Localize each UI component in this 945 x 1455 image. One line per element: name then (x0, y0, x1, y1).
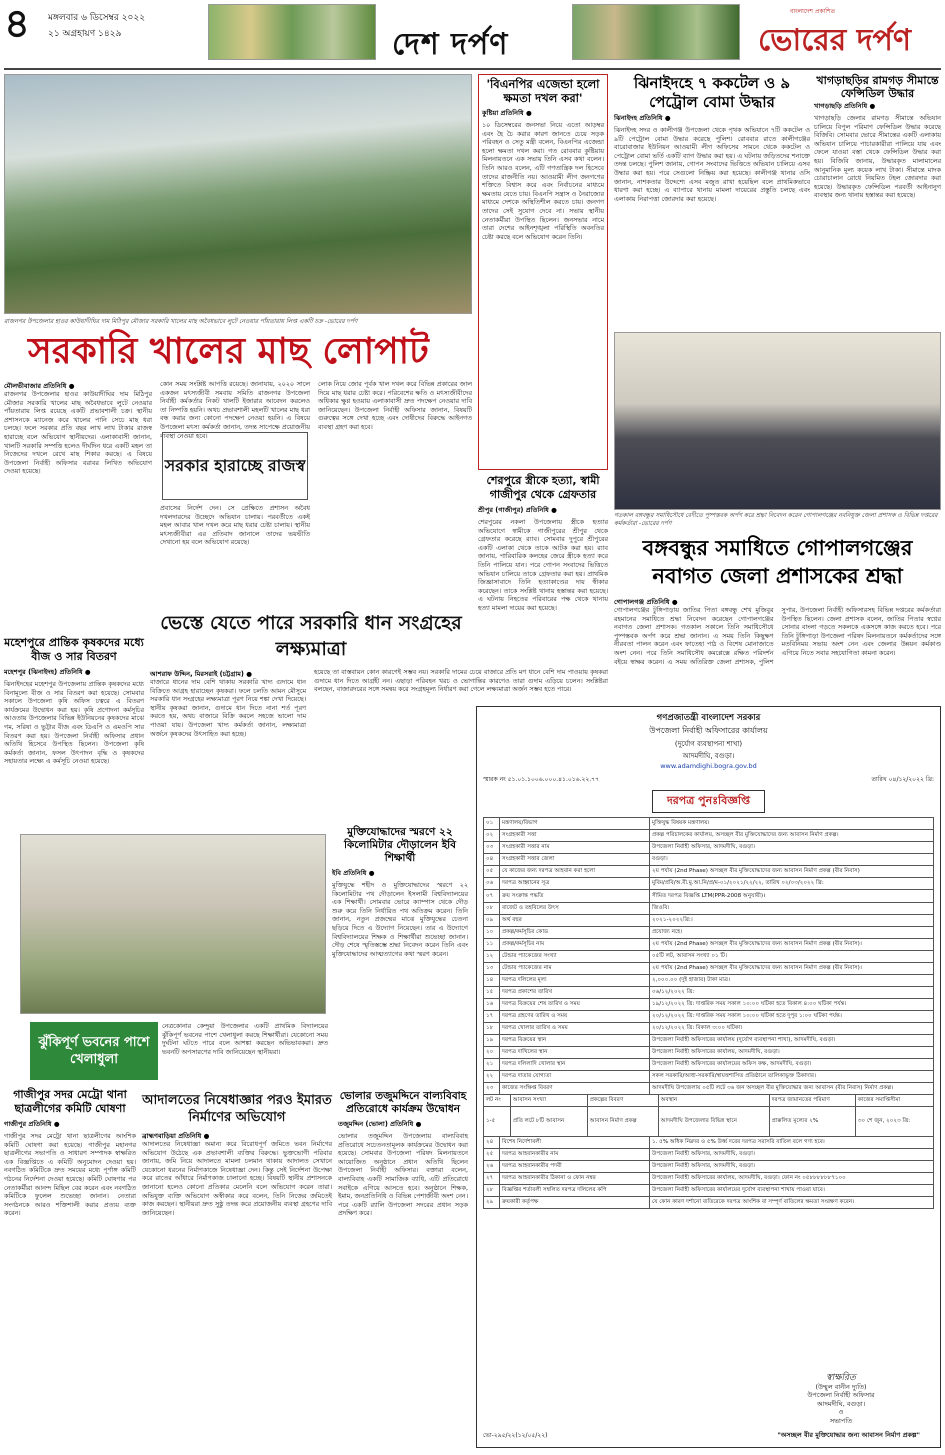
jhenaidah-byline: ঝিনাইদহ প্রতিনিধি ● (614, 114, 671, 122)
notice-cell-value: আদমদীঘি উপজেলায় ০৫টি লটে ৩৬ জন অসচ্ছল বীর মুক্তিযোদ্ধার জন্য আবাসন (বীর নিবাস) নির্মাণ প্রকল্প। (650, 1083, 934, 1095)
notice-row (484, 1035, 934, 1047)
notice-cell-no: ১৮ (484, 1023, 500, 1035)
subtable-header-cell: লট নং (484, 1095, 511, 1107)
notice-subtable (483, 1094, 934, 1137)
notice-signer-phone: ও (838, 1408, 844, 1416)
freedom-fighter-headline: মুক্তিযোদ্ধাদের স্মরণে ২২ কিলোমিটার দৌড়ালেন ইবি শিক্ষার্থী (343, 826, 457, 864)
notice-row (484, 1023, 934, 1035)
gazipur-headline: গাজীপুর সদর মেট্রো থানা ছাত্রলীগের কমিটি ঘোষণা (13, 1088, 127, 1115)
notice-cell-label: দরপত্র দাখিলের স্থান (500, 1047, 650, 1059)
notice-row (484, 878, 934, 890)
notice-cell-value: ২০/১২/২০২২ খ্রি: দাপ্তরিক সময় সকাল ১০:০০ ঘটিকা হতে দুপুর ১:০০ ঘটিকা পর্যন্ত। (650, 1011, 934, 1023)
paper-name-small: বাংলাদেশ প্রকাশিত (790, 8, 836, 15)
top-story-col-2: কোন সময় সংশ্লিষ্ট আপত্তি রয়েছে। জানাযায়, ২০২০ সালে একজন মৎস্যজীবী সমবায় সমিতি রাজনগর উপজেলা নির্বাহী কর্মকর্তার নিকট খালটি ইজারার আবেদন করলেও তা নিষ্পত্তি হয়নি। অথচ প্রভাবশালী মহলটি খালের মাছ ধরা বন্ধ করার জন্য কোনো পদক্ষেপ নেওয়া হয়নি। এ বিষয়ে উপজেলা মৎস্য কর্মকর্তা জানান, তদন্ত সাপেক্ষে প্রয়োজনীয় ব্যবস্থা নেওয়া হবে। (160, 380, 310, 440)
notice-cell-value: প্রকল্প পরিচালকের কার্যালয়, অসচ্ছল বীর মুক্তিযোদ্ধাদের জন্য আবাসন নির্মাণ প্রকল্প। (650, 830, 934, 842)
notice-row (484, 1011, 934, 1023)
notice-cell-value: মুবিম/প্রবি/অ.বী.মু.আ.নি/প্র/ম-০১/২০২১/২২/২২, তারিখ ০২/০৩/২০২২ খ্রি: (650, 878, 934, 890)
notice-memo-no: স্মারক নং ৫১.০১.১০০৬.০০০.৪১.০১৬.২২.৭৭ (483, 776, 599, 783)
top-story-col-3: লোক নিয়ে জোর পূর্বক খাল দখল করে বিভিন্ন প্রকারের জাল দিয়ে মাছ ধরার চেষ্টা করে। পরিবেশের ক্ষতি ও মৎস্যজীবীদের অধিকার ক্ষুণ্ণ হওয়ায় এলাকাবাসী দ্রুত পদক্ষেপ নেওয়ার দাবি জানিয়েছেন। উপজেলা নির্বাহী অফিসার জানান, বিষয়টি গুরুত্বের সঙ্গে দেখা হচ্ছে এবং দোষীদের বিরুদ্ধে আইনগত ব্যবস্থা গ্রহণ করা হবে। (318, 380, 472, 431)
top-story-subheadline: সরকার হারাচ্ছে রাজস্ব (164, 456, 306, 475)
notice-cell-no: ১১ (484, 939, 500, 951)
notice-gov-name: গণপ্রজাতন্ত্রী বাংলাদেশ সরকার (656, 713, 761, 723)
top-story-col-1: রাজনগর উপজেলার হাওর কাউয়াদীঘির দাম মিঠিপুর মৌজার সরকারি খালের মাছ অবৈধভাবে লুটে নেওয়ার পাঁয়তারায় লিপ্ত রয়েছে একটি প্রভাবশালী চক্র। স্থানীয় প্রশাসনকে ম্যানেজ করে খালের পানি সেচে মাছ ধরা চলছে। ফলে সরকার প্রতি বছর লাখ লাখ টাকার রাজস্ব হারাচ্ছে বলে অভিযোগ স্থানীয়দের। এলাকাবাসী জানান, খালটি সরকারি সম্পত্তি হলেও দীর্ঘদিন ধরে একটি মহল তা নিজেদের দখলে রেখে মাছ শিকার করছে। এ বিষয়ে উপজেলা নির্বাহী অফিসার বরাবর লিখিত অভিযোগ দেওয়া হয়েছে। (4, 390, 152, 476)
notice-cell-no: ০৬ (484, 878, 500, 890)
notice-cell-value: ০৫টি লট, আবাসন সংখ্যা ০১ টি। (650, 951, 934, 963)
date-line-1: মঙ্গলবার ৬ ডিসেম্বর ২০২২ (48, 13, 146, 23)
notice-row (484, 903, 934, 915)
notice-cell-no: ০৮ (484, 903, 500, 915)
notice-row (484, 1197, 934, 1209)
notice-row (484, 1149, 934, 1161)
bnp-story (478, 74, 608, 470)
paddy-headline: ভেস্তে যেতে পারে সরকারি ধান সংগ্রহের লক্ষ্যমাত্রা (160, 612, 462, 660)
notice-cell-label: অর্থ বছর (500, 915, 650, 927)
notice-cell-no: ১৩ (484, 963, 500, 975)
notice-cell-no: ২২ (484, 1071, 500, 1083)
notice-signature: স্বাক্ষরিত (826, 1373, 856, 1383)
court-headline: আদালতের নিষেধাজ্ঞার পরও ইমারত নির্মাণের অভিযোগ (142, 1093, 332, 1125)
notice-title: দরপত্র পুনঃবিজ্ঞপ্তি (652, 790, 765, 813)
bangabandhu-byline: গোপালগঞ্জ প্রতিনিধি ● (614, 598, 678, 606)
notice-row (484, 854, 934, 866)
notice-cell-label: দরপত্র দলিলের মূল্য (500, 975, 650, 987)
notice-cell-value: ২য় পর্যায় (2nd Phase) অসচ্ছল বীর মুক্তিযোদ্ধাদের জন্য আবাসন নির্মাণ প্রকল্প (বীর নিবাস) (650, 866, 934, 878)
notice-cell-no: ০৫ (484, 866, 500, 878)
notice-row (484, 1059, 934, 1071)
notice-cell-value: উপজেলা নির্বাহী অফিসার, আদমদীঘি, বগুড়া। (650, 1149, 934, 1161)
notice-cell-label: দরপত্র বিক্রয়ের শেষ তারিখ ও সময় (500, 999, 650, 1011)
top-story-byline: মৌলভীবাজার প্রতিনিধি ● (4, 382, 75, 390)
freedom-fighter-byline: ইবি প্রতিনিধি ● (332, 869, 375, 877)
subtable-header-cell: প্রকল্পের বিবরণ (587, 1095, 658, 1107)
notice-cell-no: ১৭ (484, 1011, 500, 1023)
notice-row (484, 999, 934, 1011)
top-story-col-2b: প্রবাসের নির্দেশ দেন। সে প্রেক্ষিতে প্রশাসন অবৈধ দখলদারদের উচ্ছেদে অভিযান চালায়। পরবর্তীতে একই মহল আবার খাল দখল করে মাছ ধরার চেষ্টা চালায়। স্থানীয় মৎস্যজীবীরা এর প্রতিবাদ জানালে তাদের ভয়ভীতি দেখানো হয় বলে অভিযোগ রয়েছে। (160, 504, 310, 547)
notice-cell-label: দরপত্র প্রকাশের তারিখ (500, 987, 650, 999)
notice-cell-no: ১২ (484, 951, 500, 963)
subtable-cell: ৩০ শে জুন, ২০২৩ খ্রি: (855, 1107, 933, 1137)
notice-cell-value: ২,০০০.০০ (দুই হাজার) টাকা মাত্র। (650, 975, 934, 987)
moheshpur-body: ঝিনাইদহের মহেশপুর উপজেলায় প্রান্তিক কৃষকদের মধ্যে বিনামূল্যে বীজ ও সার বিতরণ করা হয়েছে। সোমবার সকালে উপজেলা কৃষি অফিস চত্বরে এ বিতরণ কার্যক্রমের উদ্বোধন করা হয়। কৃষি প্রণোদনা কর্মসূচির আওতায় উপজেলার বিভিন্ন ইউনিয়নের কৃষকদের মাঝে গম, সরিষা ও ভুট্টার বীজ এবং ডিএপি ও এমওপি সার বিতরণ করা হয়। উপজেলা নির্বাহী অফিসার প্রধান অতিথি হিসেবে উপস্থিত ছিলেন। উপজেলা কৃষি কর্মকর্তা জানান, ফসল উৎপাদন বৃদ্ধি ও কৃষকদের সহায়তার লক্ষ্যে এ কর্মসূচি নেওয়া হয়েছে। (4, 680, 144, 766)
notice-row (484, 987, 934, 999)
playground-headline-box (30, 1022, 158, 1080)
notice-cell-label: দরপত্র দাতার যোগ্যতা (500, 1071, 650, 1083)
subtable-cell: ১-৫ (484, 1107, 511, 1137)
notice-cell-label: টেন্ডার প্যাকেজের সংখ্যা (500, 951, 650, 963)
notice-bottom-code: ভো-২৯৫/২২(১২/০৫/২২) (483, 1432, 548, 1439)
notice-cell-no: ১৪ (484, 975, 500, 987)
page-number: ৪ (4, 1, 30, 47)
subtable-header-cell: আবাসন সংখ্যা (510, 1095, 587, 1107)
court-body: আদালতের নিষেধাজ্ঞা অমান্য করে বিরোধপূর্ণ জমিতে ভবন নির্মাণের অভিযোগ উঠেছে এক প্রভাবশালী ব্যক্তির বিরুদ্ধে। ভুক্তভোগী পরিবার জানায়, জমি নিয়ে আদালতে মামলা চলমান থাকায় আদালত সেখানে যেকোনো ধরনের নির্মাণকাজে নিষেধাজ্ঞা দেন। কিন্তু সেই নির্দেশনা উপেক্ষা করে রাতের আঁধারে নির্মাণকাজ চালানো হচ্ছে। বিষয়টি স্থানীয় প্রশাসনকে জানানো হলেও কোনো প্রতিকার মেলেনি বলে অভিযোগ করেন তারা। অভিযুক্ত ব্যক্তি অভিযোগ অস্বীকার করে বলেন, তিনি নিজের জমিতেই কাজ করছেন। স্থানীয়রা দ্রুত সুষ্ঠু তদন্ত করে প্রয়োজনীয় ব্যবস্থা গ্রহণের দাবি জানিয়েছেন। (142, 1140, 332, 1217)
notice-row (484, 1173, 934, 1185)
notice-row (484, 1137, 934, 1149)
notice-cell-value: ২য় পর্যায় (2nd Phase) অসচ্ছল বীর মুক্তিযোদ্ধাদের জন্য আবাসন নির্মাণ প্রকল্প (বীর নিবাস)। (650, 963, 934, 975)
notice-cell-no: ০৪ (484, 854, 500, 866)
court-byline: ব্রাহ্মণবাড়িয়া প্রতিনিধি ● (142, 1132, 210, 1140)
notice-cell-value: ১৯/১২/২০২২ খ্রি: দাপ্তরিক সময় সকাল ১০:০০ ঘটিকা হতে বিকাল ৪:০০ ঘটিকা পর্যন্ত। (650, 999, 934, 1011)
notice-row (484, 1185, 934, 1197)
playground-headline: ঝুঁকিপূর্ণ ভবনের পাশে খেলাধুলা (38, 1035, 150, 1067)
notice-cell-no: ০৯ (484, 915, 500, 927)
section-title: দেশ দর্পণ (392, 27, 509, 62)
notice-signer-name: (উম্মুল বানীন দ্যুতি) (815, 1382, 867, 1391)
notice-cell-label: বিজ্ঞপ্তির শর্তাবলী সম্বলিত দরপত্র দলিলের কপি (500, 1185, 650, 1197)
notice-cell-no: ২৭ (484, 1173, 500, 1185)
subtable-cell: আবাসন নির্মাণ প্রকল্প (587, 1107, 658, 1137)
notice-cell-label: ক্রয় সংক্রান্ত পদ্ধতি (500, 890, 650, 903)
notice-cell-value: উপজেলা নির্বাহী অফিসারের কার্যালয়, আদমদীঘি, বগুড়া। (650, 1047, 934, 1059)
khagrachari-headline: খাগড়াছড়ির রামগড় সীমান্তে ফেন্সিডিল উদ্ধার (816, 74, 939, 100)
date-line-2: ২১ অগ্রহায়ণ ১৪২৯ (48, 29, 122, 39)
notice-cell-no: ০৩ (484, 842, 500, 854)
notice-cell-label: দরপত্র আহবানকারীর নাম (500, 1149, 650, 1161)
notice-cell-no: ২১ (484, 1059, 500, 1071)
notice-website[interactable]: www.adamdighi.bogra.gov.bd (660, 762, 757, 770)
notice-cell-no: ১৫ (484, 987, 500, 999)
bangabandhu-photo (614, 332, 941, 510)
notice-cell-label: সংগ্রহকারী সত্তার নাম (500, 842, 650, 854)
sherpur-headline: শেরপুরে স্ত্রীকে হত্যা, স্বামী গাজীপুর থেকে গ্রেফতার (486, 474, 600, 501)
notice-row (484, 1083, 934, 1095)
notice-office-sub: (দুর্যোগ ব্যবস্থাপনা শাখা) (674, 740, 743, 748)
notice-table-2 (483, 1136, 934, 1209)
notice-row (484, 915, 934, 927)
notice-row (484, 1071, 934, 1083)
bangabandhu-body: গোপালগঞ্জের টুঙ্গিপাড়ায় জাতির পিতা বঙ্গবন্ধু শেখ মুজিবুর রহমানের সমাধিতে শ্রদ্ধা নিবেদন করেছেন গোপালগঞ্জের নবাগত জেলা প্রশাসক। গতকাল সকালে তিনি সমাধিসৌধে পুষ্পস্তবক অর্পণ করে শ্রদ্ধা জানান। এ সময় তিনি কিছুক্ষণ নীরবতা পালন করেন এবং ফাতেহা পাঠ ও বিশেষ মোনাজাতে অংশ নেন। পরে তিনি সমাধিসৌধ কমপ্লেক্সে রক্ষিত পরিদর্শন বইয়ে স্বাক্ষর করেন। এ সময় অতিরিক্ত জেলা প্রশাসক, পুলিশ সুপার, উপজেলা নির্বাহী অফিসারসহ বিভিন্ন দপ্তরের কর্মকর্তারা উপস্থিত ছিলেন। জেলা প্রশাসক বলেন, জাতির পিতার স্বপ্নের সোনার বাংলা গড়তে সকলকে একসঙ্গে কাজ করতে হবে। পরে তিনি টুঙ্গিপাড়া উপজেলা পরিষদ মিলনায়তনে কর্মকর্তাদের সঙ্গে মতবিনিময় সভায় অংশ নেন এবং জেলার উন্নয়ন কর্মকাণ্ড এগিয়ে নিতে সবার সহযোগিতা কামনা করেন। (614, 606, 941, 666)
notice-cell-no: ২৪ (484, 1137, 500, 1149)
notice-signature-block (766, 1374, 916, 1425)
notice-row (484, 975, 934, 987)
notice-cell-label: বিশেষ নির্দেশাবলী (500, 1137, 650, 1149)
notice-cell-no: ২৬ (484, 1161, 500, 1173)
subtable-header-cell: কাজের সমাপ্তিসীমা (855, 1095, 933, 1107)
notice-cell-value: বগুড়া। (650, 854, 934, 866)
notice-cell-no: ২৫ (484, 1149, 500, 1161)
notice-cell-label: সংগ্রহকারী সত্তার জেলা (500, 854, 650, 866)
notice-cell-value: ০৬/১২/২০২২ খ্রি: (650, 987, 934, 999)
notice-cell-no: ২৮ (484, 1185, 500, 1197)
notice-cell-label: ক্রয়কারী কর্তৃপক্ষ (500, 1197, 650, 1209)
masthead-photo-strip-right (572, 4, 740, 60)
notice-row (484, 951, 934, 963)
notice-cell-no: ১৯ (484, 1035, 500, 1047)
notice-subtable-row (484, 1107, 934, 1137)
bnp-headline: 'বিএনপির এজেন্ডা হলো ক্ষমতা দখল করা' (486, 77, 600, 105)
notice-row (484, 830, 934, 842)
notice-cell-no: ২০ (484, 1047, 500, 1059)
notice-row (484, 963, 934, 975)
gazipur-body: গাজীপুর সদর মেট্রো থানা ছাত্রলীগের আংশিক কমিটি ঘোষণা করা হয়েছে। গাজীপুর মহানগর ছাত্রলীগের সভাপতি ও সাধারণ সম্পাদক স্বাক্ষরিত এক বিজ্ঞপ্তিতে এ কমিটি অনুমোদন দেওয়া হয়। নবগঠিত কমিটিকে দ্রুত সময়ের মধ্যে পূর্ণাঙ্গ কমিটি গঠনের নির্দেশনা দেওয়া হয়েছে। কমিটি ঘোষণার পর নেতাকর্মীরা আনন্দ মিছিল বের করেন এবং নবগঠিত কমিটিকে ফুলেল শুভেচ্ছা জানান। নেতারা সংগঠনকে আরও শক্তিশালী করার প্রত্যয় ব্যক্ত করেন। (4, 1132, 136, 1218)
notice-cell-label: দরপত্র গ্রহণের তারিখ ও সময় (500, 1011, 650, 1023)
khagrachari-byline: খাগড়াছড়ি প্রতিনিধি ● (814, 102, 876, 110)
notice-cell-label: মন্ত্রণালয়/বিভাগ (500, 818, 650, 830)
playground-photo (20, 834, 326, 1014)
top-story-photo (4, 74, 472, 314)
subtable-header-cell: অবস্থান (658, 1095, 769, 1107)
subtable-cell: আদমদীঘি উপজেলার বিভিন্ন স্থানে (658, 1107, 769, 1137)
khagrachari-story (814, 74, 941, 329)
notice-cell-value: ২০/১২/২০২২ খ্রি: বিকাল ৩:০০ ঘটিকা। (650, 1023, 934, 1035)
notice-footer-slogan: "অসচ্ছল বীর মুক্তিযোদ্ধার জন্য আবাসন নির্মাণ প্রকল্প" (777, 1431, 920, 1439)
jhenaidah-body: ঝিনাইদহ সদর ও কালীগঞ্জ উপজেলা থেকে পৃথক অভিযানে ৭টি ককটেল ও ৯টি পেট্রোল বোমা উদ্ধার করেছে পুলিশ। রোববার রাতে কালীগঞ্জের বারোবাজার ইউনিয়ন আওয়ামী লীগ অফিসের সামনে থেকে ককটেল ও পেট্রোল বোমা ভর্তি একটি ব্যাগ উদ্ধার করা হয়। এ ঘটনায় জড়িতদের শনাক্তে তদন্ত চলছে। পুলিশ জানায়, গোপন সংবাদের ভিত্তিতে অভিযান চালিয়ে এসব উদ্ধার করা হয়। পরে সেগুলো নিষ্ক্রিয় করা হয়েছে। কালীগঞ্জ থানার ওসি জানান, নাশকতার উদ্দেশ্যে এসব মজুত রাখা হয়েছিল বলে প্রাথমিকভাবে ধারণা করা হচ্ছে। এ ব্যাপারে থানায় মামলা দায়েরের প্রস্তুতি চলছে এবং এলাকায় নিরাপত্তা জোরদার করা হয়েছে। (614, 126, 810, 203)
notice-signer-title: উপজেলা নির্বাহী অফিসার (807, 1391, 875, 1399)
notice-office: উপজেলা নির্বাহী অফিসারের কার্যালয় (649, 726, 768, 735)
notice-cell-value: উপজেলা নির্বাহী অফিসারের কার্যালয়ের দুর্যোগ ব্যবস্থাপনা শাখায় পাওয়া যাবে। (650, 1185, 934, 1197)
notice-cell-label: বাজেট ও তহবিলের উৎস (500, 903, 650, 915)
paddy-col-1: বাজারে ধানের দাম বেশি থাকায় সরকারি খাদ্য গুদামে ধান বিক্রিতে আগ্রহ হারাচ্ছেন কৃষকরা। ফলে চলতি আমন মৌসুমে সরকারি ধান সংগ্রহের লক্ষ্যমাত্রা পূরণ নিয়ে শঙ্কা দেখা দিয়েছে। স্থানীয় কৃষকরা জানান, গুদামে ধান দিতে নানা শর্ত পূরণ করতে হয়, অথচ বাজারে বিক্রি করলে সহজে ভালো দাম পাওয়া যায়। উপজেলা খাদ্য কর্মকর্তা জানান, লক্ষ্যমাত্রা অর্জনে কৃষকদের উৎসাহিত করা হচ্ছে। (150, 678, 306, 738)
notice-signer-loc: আদমদীঘি, বগুড়া। (816, 1399, 866, 1408)
jhenaidah-headline: ঝিনাইদহে ৭ ককটেল ও ৯ পেট্রোল বোমা উদ্ধার (633, 74, 791, 111)
notice-cell-label: সংগ্রহকারী সত্তা (500, 830, 650, 842)
notice-cell-no: ০৭ (484, 890, 500, 903)
notice-cell-value: উপজেলা নির্বাহী অফিসার, আদমদীঘি, বগুড়া। (650, 1161, 934, 1173)
masthead-rule (4, 68, 941, 70)
notice-cell-value: ২য় পর্যায় (2nd Phase) অসচ্ছল বীর মুক্তিযোদ্ধাদের জন্য আবাসন নির্মাণ প্রকল্প (বীর নিবাস)। (650, 939, 934, 951)
notice-table (483, 817, 934, 1095)
notice-row (484, 890, 934, 903)
notice-cell-label: প্রকল্প/কর্মসূচির নাম (500, 939, 650, 951)
notice-row (484, 866, 934, 878)
top-story-subheadline-box (162, 432, 308, 500)
notice-row (484, 927, 934, 939)
jhenaidah-story (614, 74, 810, 329)
notice-row (484, 939, 934, 951)
moheshpur-byline: মহেশপুর (ঝিনাইদহ) প্রতিনিধি ● (4, 668, 91, 676)
top-story-headline: সরকারি খালের মাছ লোপাট (28, 331, 429, 372)
bnp-body: ১০ ডিসেম্বরের জনসভা নিয়ে এতো আড়ম্বর এবং হৈ চৈ করার কারণ জানতে চেয়ে সড়ক পরিবহন ও সেতু মন্ত্রী বলেন, বিএনপির এজেন্ডা হলো ক্ষমতা দখল করা। গত রোববার কুষ্টিয়ায় মিলনায়তনে এক সভায় তিনি এসব কথা বলেন। তিনি আরও বলেন, এটি গণতান্ত্রিক দল হিসেবে তাদের রাজনীতি নয়। আওয়ামী লীগ জনগণের শক্তিতে বিশ্বাস করে এবং নির্বাচনের মাধ্যমে ক্ষমতায় যেতে চায়। বিএনপি সন্ত্রাস ও নৈরাজ্যের মাধ্যমে দেশকে অস্থিতিশীল করতে চায়। জনগণ তাদের সেই সুযোগ দেবে না। সভায় স্থানীয় নেতাকর্মীরা উপস্থিত ছিলেন। জনসভার নামে তারা দেশের আইনশৃঙ্খলা পরিস্থিতি অবনতির চেষ্টা করছে বলে অভিযোগ করেন তিনি। (482, 121, 604, 241)
notice-subtable-header (484, 1095, 934, 1107)
notice-cell-no: ১০ (484, 927, 500, 939)
notice-cell-label: প্রকল্প/কর্মসূচির কোড (500, 927, 650, 939)
notice-cell-no: ১৬ (484, 999, 500, 1011)
tender-notice (476, 706, 941, 1448)
moheshpur-headline: মহেশপুরে প্রান্তিক কৃষকদের মধ্যে বীজ ও সার বিতরণ (4, 636, 144, 663)
notice-row (484, 818, 934, 830)
notice-location: আদমদীঘি, বগুড়া। (682, 752, 735, 760)
freedom-fighter-body: মুক্তিযুদ্ধে শহীদ ও মুক্তিযোদ্ধাদের স্মরণে ২২ কিলোমিটার পথ দৌড়ালেন ইসলামী বিশ্ববিদ্যালয়ের এক শিক্ষার্থী। সোমবার ভোরে ক্যাম্পাস থেকে দৌড় শুরু করে তিনি নির্ধারিত পথ অতিক্রম করেন। তিনি জানান, নতুন প্রজন্মের মাঝে মুক্তিযুদ্ধের চেতনা ছড়িয়ে দিতে এ উদ্যোগ নিয়েছেন। তার এ উদ্যোগে বিশ্ববিদ্যালয়ের শিক্ষক ও শিক্ষার্থীরা শুভেচ্ছা জানান। দৌড় শেষে স্মৃতিস্তম্ভে শ্রদ্ধা নিবেদন করেন তিনি এবং মুক্তিযোদ্ধাদের আত্মত্যাগের কথা স্মরণ করেন। (332, 881, 468, 958)
notice-cell-value: সকল সরকারি/আধা-সরকারি/স্বায়ত্তশাসিত প্রতিষ্ঠানে তালিকাভুক্ত ঠিকাদার। (650, 1071, 934, 1083)
subtable-cell: প্রতি লটে ৮টি আবাসন (510, 1107, 587, 1137)
bhola-headline: ভোলার তজুমদ্দিনে বাল্যবিবাহ প্রতিরোধে কার্যক্রম উদ্বোধন (339, 1090, 467, 1115)
notice-cell-value: ১. ৫% অধিক নিম্নদর ও ৫% উর্ধ্ব দরের দরপত্র সরাসরি বাতিল বলে গণ্য হবে। (650, 1137, 934, 1149)
notice-cell-no: ০২ (484, 830, 500, 842)
notice-cell-no: ০১ (484, 818, 500, 830)
notice-cell-value: উপজেলা নির্বাহী অফিসারের কার্যালয় (দুর্যোগ ব্যবস্থাপনা শাখা), আদমদীঘি, বগুড়া। (650, 1035, 934, 1047)
bhola-byline: তজুমদ্দিন (ভোলা) প্রতিনিধি ● (338, 1120, 422, 1128)
masthead (0, 0, 945, 72)
bhola-story (338, 1090, 468, 1448)
paddy-byline: আশরাফ উদ্দিন, মিরসরাই (চট্টগ্রাম) ● (150, 670, 252, 678)
top-story-caption: রাজনগর উপজেলার হাওর কাউয়াদীঘির দাম মিঠিপুর মৌজার সরকারি খালের মাছ অবৈধভাবে লুটে নেওয়ার পাঁয়তারায় লিপ্ত একটি চক্র -ভোরের দর্পণ (4, 318, 358, 325)
notice-cell-no: ২৩ (484, 1083, 500, 1095)
bangabandhu-headline: বঙ্গবন্ধুর সমাধিতে গোপালগঞ্জের নবাগত জেলা প্রশাসকের শ্রদ্ধা (642, 536, 913, 588)
notice-cell-value: জিওবি। (650, 903, 934, 915)
masthead-photo-strip-left (208, 4, 376, 60)
paddy-col-2: হয়েছে তা বাস্তবায়ন কোন কারণেই সম্ভব নয়। সরকারি দামের চেয়ে বাজারে প্রতি মণ ধানে বেশি দাম পাওয়ায় কৃষকরা গুদামে ধান দিতে আগ্রহী নন। এছাড়া পরিবহন খরচ ও ভোগান্তির কারণেও তারা গুদাম এড়িয়ে চলেন। সংশ্লিষ্টরা বলছেন, বাজারদরের সঙ্গে সমন্বয় করে সংগ্রহমূল্য নির্ধারণ করা গেলে লক্ষ্যমাত্রা অর্জন সম্ভব হতে পারে। (314, 668, 608, 694)
notice-cell-value: মুক্তিযুদ্ধ বিষয়ক মন্ত্রণালয়। (650, 818, 934, 830)
notice-memo-date: তারিখ ০৪/১২/২০২২ খ্রি: (871, 776, 934, 783)
bhola-body: ভোলার তজুমদ্দিন উপজেলায় বাল্যবিবাহ প্রতিরোধে সচেতনতামূলক কার্যক্রমের উদ্বোধন করা হয়েছে। সোমবার উপজেলা পরিষদ মিলনায়তনে আয়োজিত অনুষ্ঠানে প্রধান অতিথি ছিলেন উপজেলা নির্বাহী অফিসার। বক্তারা বলেন, বাল্যবিবাহ একটি সামাজিক ব্যাধি, এটি প্রতিরোধে সবাইকে এগিয়ে আসতে হবে। অনুষ্ঠানে শিক্ষক, ইমাম, জনপ্রতিনিধি ও বিভিন্ন পেশাজীবী অংশ নেন। পরে একটি র‍্যালি উপজেলা সদরের প্রধান সড়ক প্রদক্ষিণ করে। (338, 1132, 468, 1218)
subtable-header-cell: দরপত্র জামানতের পরিমাণ (769, 1095, 855, 1107)
notice-cell-value: উপজেলা নির্বাহী অফিসারের কার্যালয়ের অফিস কক্ষ, আদমদীঘি, বগুড়া। (650, 1059, 934, 1071)
notice-cell-label: দরপত্র দলিলাদি খোলার স্থান (500, 1059, 650, 1071)
notice-cell-label: টেন্ডার প্যাকেজের নাম (500, 963, 650, 975)
notice-cell-label: দরপত্র বিক্রয়ের স্থান (500, 1035, 650, 1047)
bangabandhu-caption: গতকাল বঙ্গবন্ধুর সমাধিসৌধে বেদীতে পুষ্পস্তবক অর্পণ করে শ্রদ্ধা নিবেদন করেন গোপালগঞ্জের নবনিযুক্ত জেলা প্রশাসক ও বিভিন্ন দপ্তরের কর্মকর্তারা -ভোরের দর্পণ (614, 512, 938, 527)
notice-cell-value: প্রযোজ্য নহে। (650, 927, 934, 939)
notice-cell-label: দরপত্র আহবানকারীর ঠিকানা ও ফোন নম্বর (500, 1173, 650, 1185)
playground-body: নেত্রকোনার কেন্দুয়া উপজেলার একটি প্রাথমিক বিদ্যালয়ের ঝুঁকিপূর্ণ ভবনের পাশে খেলাধুলা করছে শিক্ষার্থীরা। যেকোনো সময় দুর্ঘটনা ঘটতে পারে বলে আশঙ্কা করছেন অভিভাবকরা। দ্রুত ভবনটি অপসারণের দাবি জানিয়েছেন স্থানীয়রা। (162, 1022, 328, 1056)
notice-row (484, 842, 934, 854)
notice-row (484, 1047, 934, 1059)
notice-row (484, 1161, 934, 1173)
sherpur-body: শেরপুরের নকলা উপজেলায় স্ত্রীকে হত্যার অভিযোগে স্বামীকে গাজীপুরের শ্রীপুর থেকে গ্রেফতার করেছে র‍্যাব। সোমবার দুপুরে শ্রীপুরের একটি এলাকা থেকে তাকে আটক করা হয়। র‍্যাব জানায়, পারিবারিক কলহের জেরে স্ত্রীকে হত্যা করে তিনি পালিয়ে যান। পরে গোপন সংবাদের ভিত্তিতে অভিযান চালিয়ে তাকে গ্রেফতার করা হয়। প্রাথমিক জিজ্ঞাসাবাদে তিনি হত্যাকাণ্ডের দায় স্বীকার করেছেন। তাকে সংশ্লিষ্ট থানায় হস্তান্তর করা হয়েছে। এ ঘটনায় নিহতের পরিবারের পক্ষ থেকে থানায় হত্যা মামলা দায়ের করা হয়েছে। (478, 518, 608, 612)
notice-cell-label: দরপত্র আহবানকারীর পদবী (500, 1161, 650, 1173)
khagrachari-body: খাগড়াছড়ি জেলার রামগড় সীমান্তে অভিযান চালিয়ে বিপুল পরিমাণ ফেন্সিডিল উদ্ধার করেছে বিজিবি। সোমবার ভোরে সীমান্তের একটি এলাকায় অভিযান চালিয়ে পাচারকারীরা পালিয়ে যায় এবং ফেলে যাওয়া বস্তা থেকে ফেন্সিডিল উদ্ধার করা হয়। বিজিবি জানায়, উদ্ধারকৃত মালামালের আনুমানিক মূল্য কয়েক লাখ টাকা। সীমান্তে মাদক চোরাচালান রোধে নিয়মিত টহল জোরদার করা হয়েছে। উদ্ধারকৃত ফেন্সিডিল পরবর্তী আইনানুগ ব্যবস্থার জন্য থানায় হস্তান্তর করা হয়েছে। (814, 114, 941, 200)
subtable-cell: প্রাক্কলিত মূল্যের ২% (769, 1107, 855, 1137)
bnp-byline: কুষ্টিয়া প্রতিনিধি ● (482, 109, 532, 117)
notice-cell-label: কাজের সংক্ষিপ্ত বিবরণ (500, 1083, 650, 1095)
notice-signer-role: সভাপতি (829, 1416, 853, 1425)
freedom-fighter-story (332, 826, 468, 1086)
gazipur-byline: গাজীপুর প্রতিনিধি ● (4, 1120, 60, 1128)
notice-cell-value: উপজেলা নির্বাহী অফিসার, আদমদীঘি, বগুড়া। (650, 842, 934, 854)
paper-name: ভোরের দর্পণ (758, 23, 911, 58)
notice-cell-value: উপজেলা নির্বাহী অফিসারের কার্যালয়, আদমদীঘি, বগুড়া। ফোন নং ০৫৮৮৮৮৮৮৭১০০ (650, 1173, 934, 1185)
notice-cell-value: সীমিত দরপত্র বিজ্ঞপ্তি LTM(PPR-2008 অনুযায়ী)। (650, 890, 934, 903)
notice-cell-no: ২৯ (484, 1197, 500, 1209)
notice-cell-value: ২০২১-২০২২খ্রি:। (650, 915, 934, 927)
notice-cell-label: দরপত্র আহ্বানের সূত্র (500, 878, 650, 890)
notice-cell-value: যে কোন কারণ দর্শানো ব্যতিরেকে দরপত্র আংশিক বা সম্পূর্ণ বাতিলের ক্ষমতা সংরক্ষণ করেন। (650, 1197, 934, 1209)
sherpur-byline: শ্রীপুর (গাজীপুর) প্রতিনিধি ● (478, 506, 557, 514)
gazipur-story (4, 1088, 136, 1448)
notice-cell-label: যে কাজের জন্য দরপত্র আহবান করা হলো (500, 866, 650, 878)
notice-cell-label: দরপত্র খোলার তারিখ ও সময় (500, 1023, 650, 1035)
